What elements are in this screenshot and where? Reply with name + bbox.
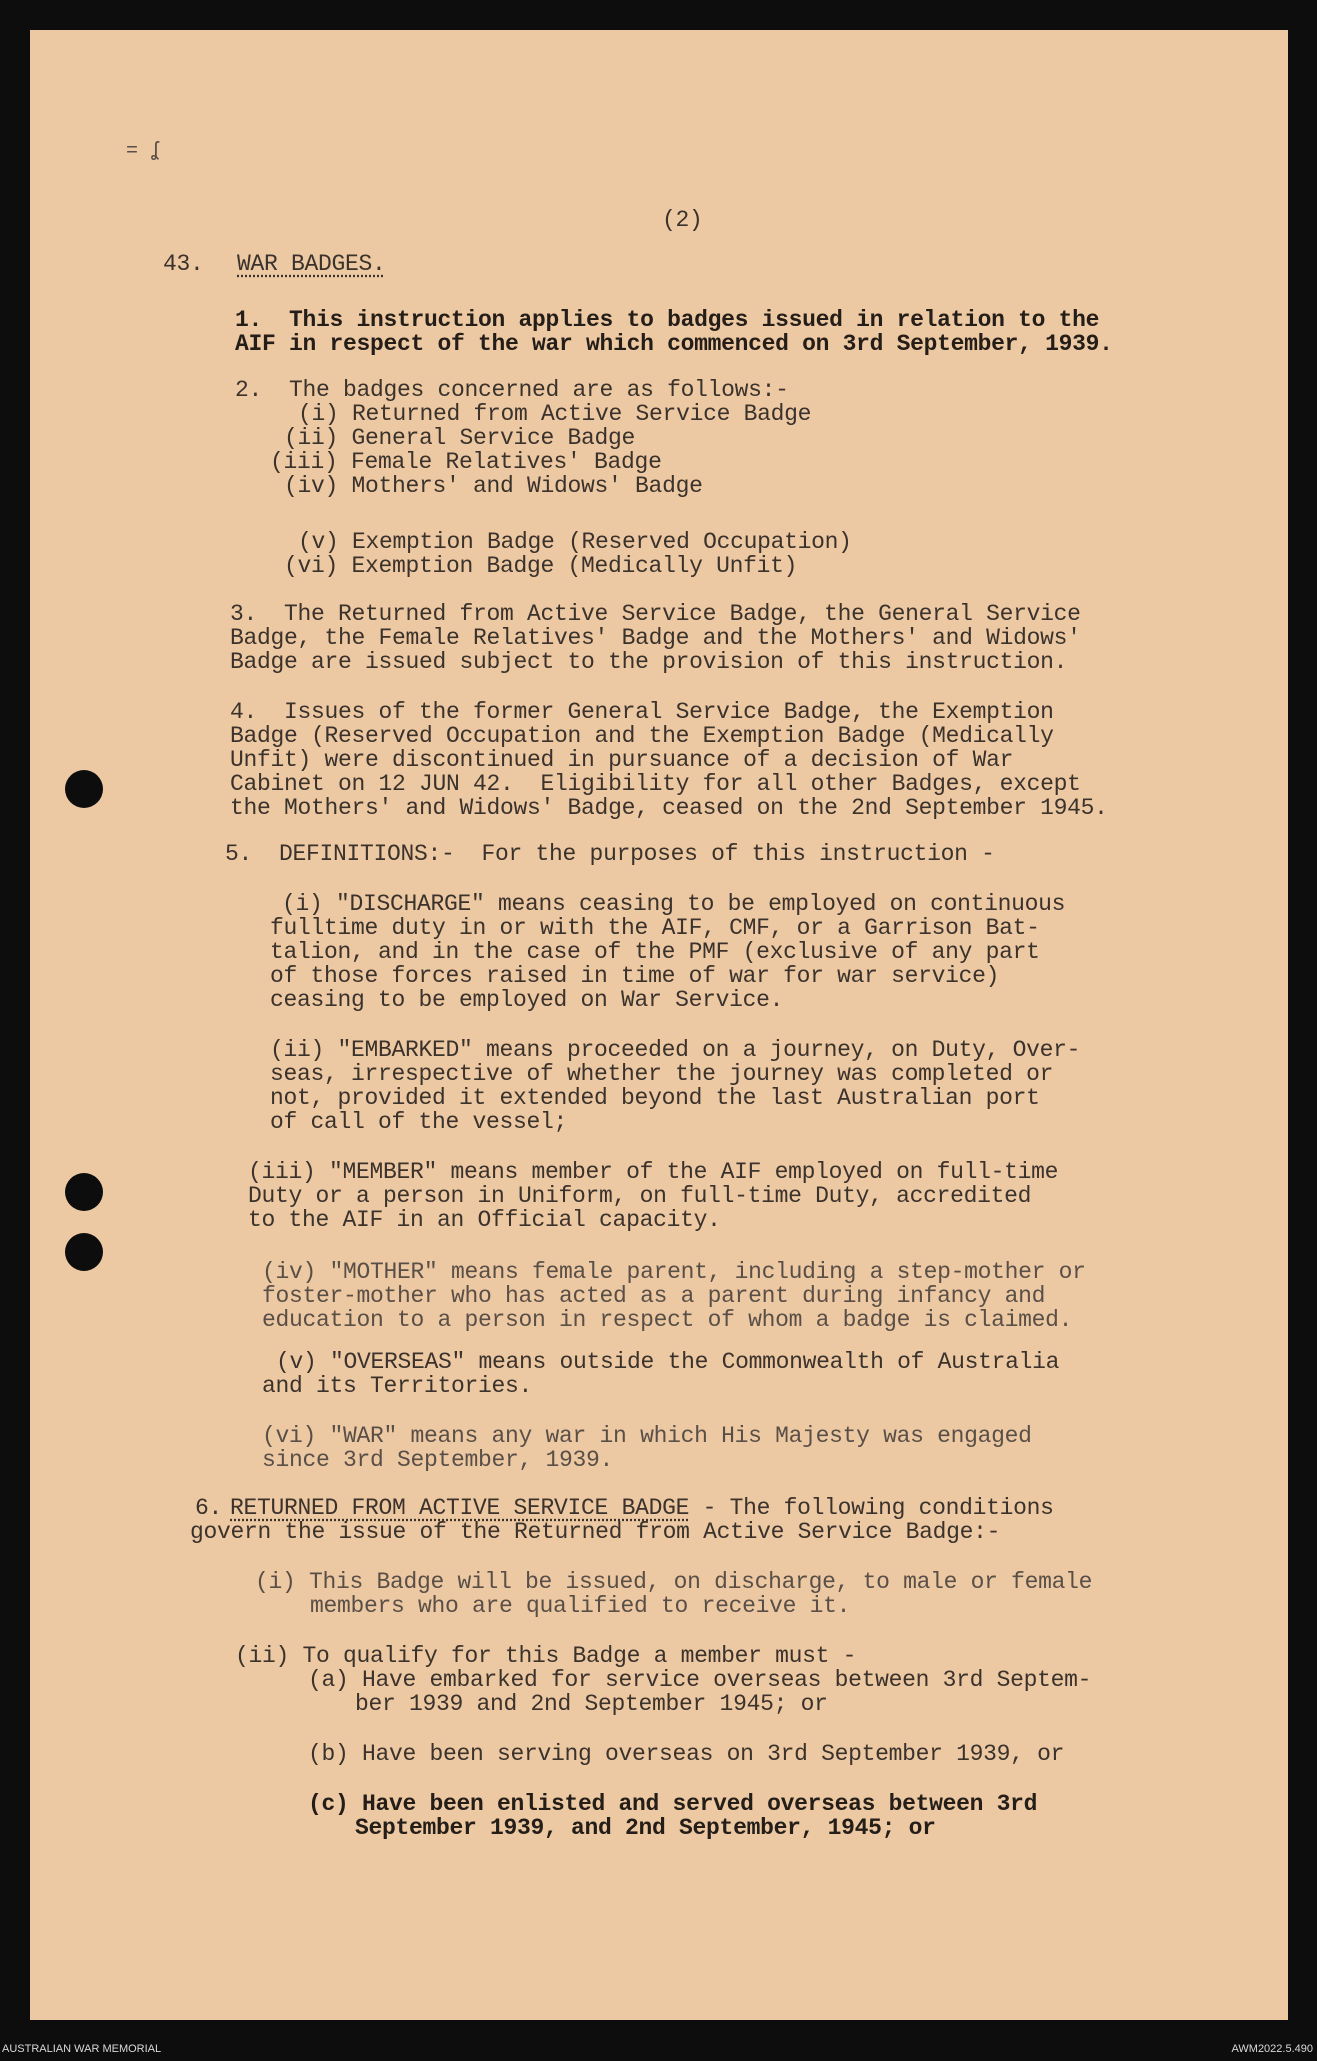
badge-item-ii: (ii) General Service Badge [284, 425, 636, 451]
punch-hole-1 [65, 770, 103, 808]
def-discharge-line-5: ceasing to be employed on War Service. [270, 987, 784, 1013]
badge-item-iv: (iv) Mothers' and Widows' Badge [284, 473, 703, 499]
para-4-line-4: Cabinet on 12 JUN 42. Eligibility for all other Badges, except [230, 771, 1081, 797]
para-6-sub-a-line-2: ber 1939 and 2nd September 1945; or [355, 1691, 828, 1717]
para-6-item-i-line-2: members who are qualified to receive it. [310, 1593, 851, 1619]
def-discharge-line-2: fulltime duty in or with the AIF, CMF, or a Garrison Bat- [270, 915, 1040, 941]
para-6-heading: RETURNED FROM ACTIVE SERVICE BADGE [230, 1495, 690, 1521]
para-6-sub-c-line-1: (c) Have been enlisted and served overseas between 3rd [308, 1791, 1038, 1817]
def-mother-line-3: education to a person in respect of whom a badge is claimed. [262, 1307, 1073, 1333]
margin-mark: = ʆ [126, 140, 163, 163]
para-4-line-3: Unfit) were discontinued in pursuance of a decision of War [230, 747, 1014, 773]
def-discharge-line-1: (i) "DISCHARGE" means ceasing to be employed on continuous [282, 891, 1066, 917]
para-6-item-ii: (ii) To qualify for this Badge a member must - [235, 1643, 857, 1669]
para-6-heading-line [230, 1496, 1054, 1520]
def-embarked-line-3: not, provided it extended beyond the last Australian port [270, 1085, 1040, 1111]
para-6-sub-b: (b) Have been serving overseas on 3rd September 1939, or [308, 1741, 1065, 1767]
def-discharge-line-4: of those forces raised in time of war for war service) [270, 963, 1000, 989]
def-mother-line-1: (iv) "MOTHER" means female parent, including a step-mother or [262, 1259, 1086, 1285]
def-war-line-2: since 3rd September, 1939. [262, 1447, 614, 1473]
page-number: (2) [662, 207, 703, 233]
para-2-intro: 2. The badges concerned are as follows:- [235, 377, 789, 403]
badge-item-i: (i) Returned from Active Service Badge [298, 401, 812, 427]
badge-item-v: (v) Exemption Badge (Reserved Occupation) [298, 529, 852, 555]
def-embarked-line-2: seas, irrespective of whether the journey was completed or [270, 1061, 1054, 1087]
def-member-line-1: (iii) "MEMBER" means member of the AIF employed on full-time [248, 1159, 1059, 1185]
definitions-heading: 5. DEFINITIONS:- For the purposes of this instruction - [225, 841, 995, 867]
def-mother-line-2: foster-mother who has acted as a parent during infancy and [262, 1283, 1046, 1309]
punch-hole-2 [65, 1173, 103, 1211]
def-overseas-line-2: and its Territories. [262, 1373, 533, 1399]
para-6-line-2: govern the issue of the Returned from Active Service Badge:- [190, 1519, 1001, 1545]
para-6-number: 6. [195, 1495, 223, 1521]
def-embarked-line-4: of call of the vessel; [270, 1109, 568, 1135]
badge-item-iii: (iii) Female Relatives' Badge [270, 449, 662, 475]
def-embarked-line-1: (ii) "EMBARKED" means proceeded on a journey, on Duty, Over- [270, 1037, 1081, 1063]
para-6-heading-rest: - The following conditions [689, 1495, 1054, 1521]
punch-hole-3 [65, 1233, 103, 1271]
section-title: WAR BADGES. [237, 251, 386, 277]
para-1-line-1: 1. This instruction applies to badges issued in relation to the [235, 307, 1100, 333]
para-4-line-5: the Mothers' and Widows' Badge, ceased on the 2nd September 1945. [230, 795, 1108, 821]
document-page [30, 30, 1288, 2020]
footer-source: AUSTRALIAN WAR MEMORIAL [2, 2043, 162, 2055]
badge-item-vi: (vi) Exemption Badge (Medically Unfit) [284, 553, 798, 579]
def-overseas-line-1: (v) "OVERSEAS" means outside the Commonwealth of Australia [276, 1349, 1060, 1375]
para-3-line-3: Badge are issued subject to the provision of this instruction. [230, 649, 1068, 675]
para-3-line-2: Badge, the Female Relatives' Badge and the Mothers' and Widows' [230, 625, 1081, 651]
def-war-line-1: (vi) "WAR" means any war in which His Majesty was engaged [262, 1423, 1032, 1449]
para-6-sub-a-line-1: (a) Have embarked for service overseas between 3rd Septem- [308, 1667, 1092, 1693]
def-member-line-2: Duty or a person in Uniform, on full-time Duty, accredited [248, 1183, 1032, 1209]
para-6-sub-c-line-2: September 1939, and 2nd September, 1945; or [355, 1815, 936, 1841]
para-6-item-i-line-1: (i) This Badge will be issued, on discharge, to male or female [255, 1569, 1093, 1595]
footer-accession: AWM2022.5.490 [1231, 2043, 1313, 2055]
para-3-line-1: 3. The Returned from Active Service Badge, the General Service [230, 601, 1081, 627]
def-discharge-line-3: talion, and in the case of the PMF (exclusive of any part [270, 939, 1040, 965]
section-number: 43. [163, 251, 204, 277]
def-member-line-3: to the AIF in an Official capacity. [248, 1207, 721, 1233]
para-4-line-1: 4. Issues of the former General Service Badge, the Exemption [230, 699, 1054, 725]
para-4-line-2: Badge (Reserved Occupation and the Exemption Badge (Medically [230, 723, 1054, 749]
para-1-line-2: AIF in respect of the war which commenced on 3rd September, 1939. [235, 331, 1113, 357]
